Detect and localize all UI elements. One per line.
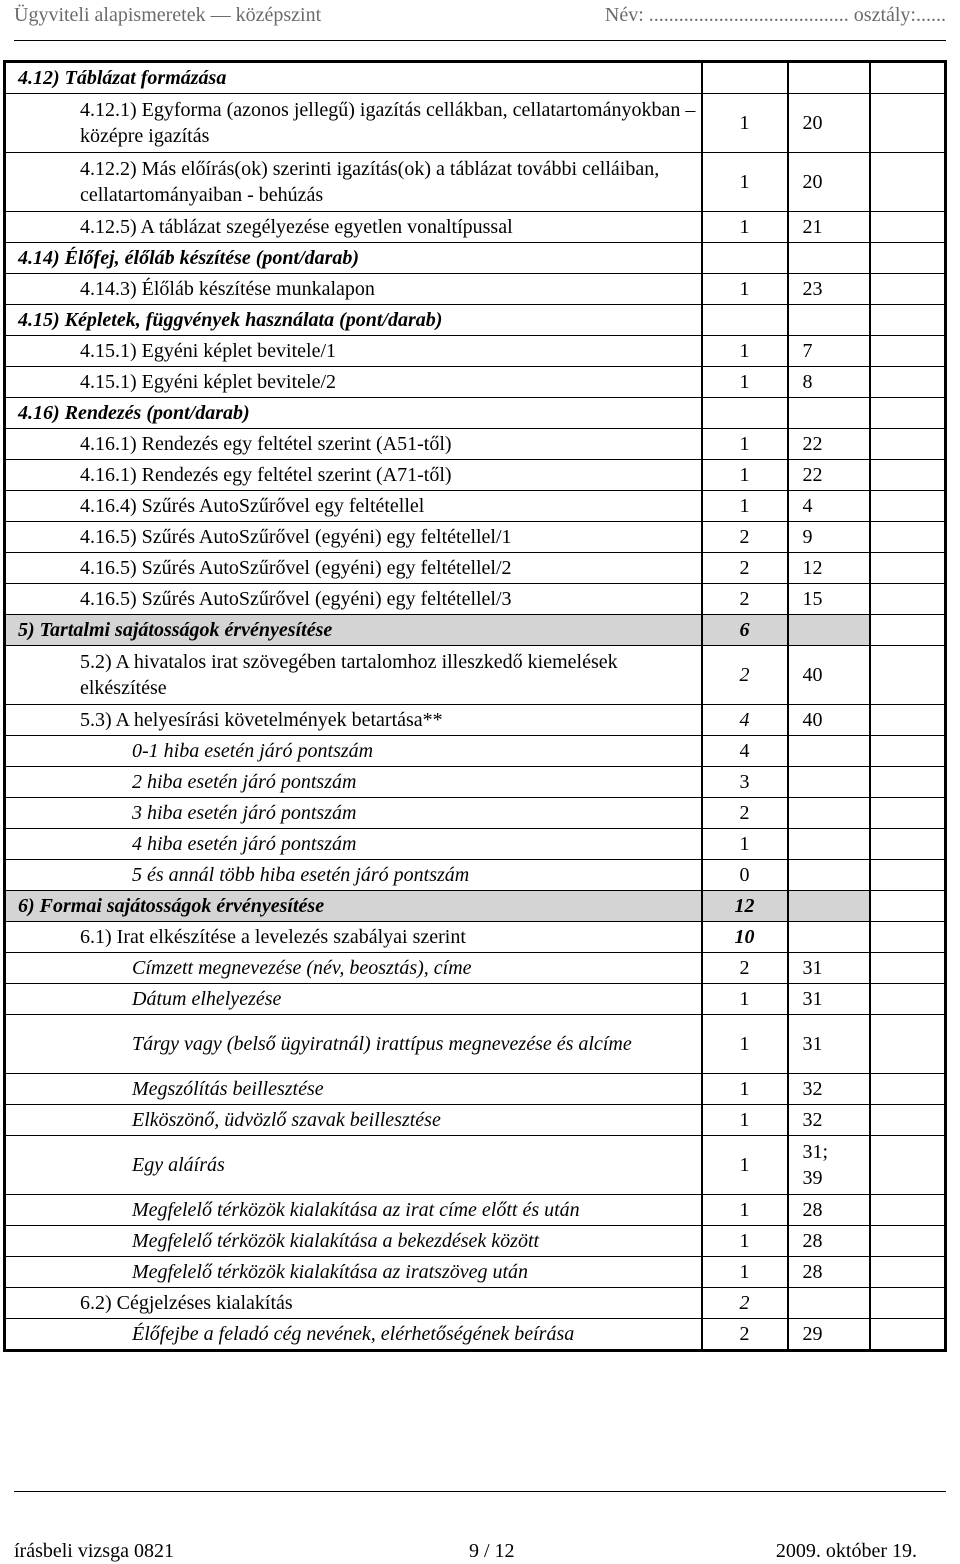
row-reference-value: 29 — [802, 1323, 823, 1345]
points-cell — [702, 1195, 788, 1226]
row-reference-cell — [788, 984, 870, 1015]
points-value: 1 — [739, 433, 750, 455]
points-cell — [702, 460, 788, 491]
task-description-cell — [5, 243, 702, 274]
task-description-cell — [5, 274, 702, 305]
row-reference-value: 28 — [802, 1261, 823, 1283]
table-row — [5, 243, 946, 274]
row-reference-cell — [788, 94, 870, 153]
task-description-cell — [5, 1319, 702, 1351]
row-reference-value: 32 — [802, 1109, 823, 1131]
row-reference-cell — [788, 891, 870, 922]
table-row — [5, 336, 946, 367]
achieved-points-cell[interactable] — [870, 429, 946, 460]
achieved-points-cell[interactable] — [870, 1226, 946, 1257]
row-reference-cell — [788, 1319, 870, 1351]
task-description-cell — [5, 1015, 702, 1074]
points-cell — [702, 984, 788, 1015]
achieved-points-cell[interactable] — [870, 798, 946, 829]
points-value: 1 — [739, 171, 750, 193]
table-row — [5, 1226, 946, 1257]
points-value: 1 — [739, 1230, 750, 1252]
task-description: 4.16.1) Rendezés egy feltétel szerint (A51-től) — [80, 433, 452, 455]
points-value: 2 — [739, 526, 750, 548]
task-description: Dátum elhelyezése — [132, 988, 282, 1010]
row-reference-value: 21 — [802, 216, 823, 238]
points-value: 2 — [739, 802, 750, 824]
task-description-cell — [5, 212, 702, 243]
row-reference-cell — [788, 1105, 870, 1136]
achieved-points-cell[interactable] — [870, 829, 946, 860]
points-cell — [702, 1105, 788, 1136]
row-reference-cell — [788, 62, 870, 94]
task-description-cell — [5, 922, 702, 953]
task-description: 4.14.3) Élőláb készítése munkalapon — [80, 278, 375, 300]
task-description: Tárgy vagy (belső ügyiratnál) irattípus megnevezése és alcíme — [132, 1033, 632, 1055]
table-row — [5, 1136, 946, 1195]
task-description: 4.16.1) Rendezés egy feltétel szerint (A71-től) — [80, 464, 452, 486]
achieved-points-cell[interactable] — [870, 305, 946, 336]
task-description-cell — [5, 705, 702, 736]
task-description: 5.3) A helyesírási követelmények betartása** — [80, 709, 443, 731]
achieved-points-cell[interactable] — [870, 243, 946, 274]
task-description-cell — [5, 767, 702, 798]
footer-page-number: 9 / 12 — [469, 1540, 515, 1562]
row-reference-cell — [788, 829, 870, 860]
table-row — [5, 1015, 946, 1074]
row-reference-cell — [788, 491, 870, 522]
points-value: 1 — [739, 278, 750, 300]
task-description: 6.2) Cégjelzéses kialakítás — [80, 1292, 293, 1314]
points-value: 2 — [739, 1292, 750, 1314]
achieved-points-cell[interactable] — [870, 153, 946, 212]
points-value: 2 — [739, 957, 750, 979]
points-value: 1 — [739, 833, 750, 855]
row-reference-cell — [788, 460, 870, 491]
row-reference-value: 4 — [802, 495, 813, 517]
row-reference-cell — [788, 153, 870, 212]
task-description: 5.2) A hivatalos irat szövegében tartalomhoz illeszkedő kiemelések elkészítése — [80, 651, 618, 699]
row-reference-cell — [788, 1288, 870, 1319]
row-reference-cell — [788, 860, 870, 891]
task-description-cell — [5, 553, 702, 584]
points-cell — [702, 1015, 788, 1074]
table-row — [5, 62, 946, 94]
row-reference-cell — [788, 336, 870, 367]
row-reference-value: 7 — [802, 340, 813, 362]
task-description-cell — [5, 1136, 702, 1195]
points-value: 1 — [739, 495, 750, 517]
achieved-points-cell[interactable] — [870, 584, 946, 615]
points-cell — [702, 1074, 788, 1105]
points-cell — [702, 212, 788, 243]
task-description: Megfelelő térközök kialakítása az irat címe előtt és után — [132, 1199, 580, 1221]
task-description: Címzett megnevezése (név, beosztás), címe — [132, 957, 472, 979]
points-cell — [702, 153, 788, 212]
row-reference-cell — [788, 367, 870, 398]
task-description-cell — [5, 94, 702, 153]
row-reference-cell — [788, 922, 870, 953]
points-cell — [702, 922, 788, 953]
points-value: 10 — [734, 926, 755, 948]
footer-date: 2009. október 19. — [775, 1540, 917, 1562]
row-reference-cell — [788, 243, 870, 274]
row-reference-cell — [788, 736, 870, 767]
points-cell — [702, 705, 788, 736]
points-value: 1 — [739, 1078, 750, 1100]
task-description: 4.15.1) Egyéni képlet bevitele/2 — [80, 371, 337, 393]
points-value: 2 — [739, 664, 750, 686]
points-cell — [702, 491, 788, 522]
points-cell — [702, 1136, 788, 1195]
table-row — [5, 367, 946, 398]
row-reference-value: 20 — [802, 112, 823, 134]
points-cell — [702, 1288, 788, 1319]
task-description-cell — [5, 860, 702, 891]
table-row — [5, 736, 946, 767]
row-reference-value: 40 — [802, 664, 823, 686]
table-row — [5, 1105, 946, 1136]
achieved-points-cell[interactable] — [870, 212, 946, 243]
row-reference-cell — [788, 584, 870, 615]
table-row — [5, 429, 946, 460]
points-value: 12 — [734, 895, 755, 917]
task-description: 4.12.1) Egyforma (azonos jellegű) igazítás cellákban, cellatartományokban – középre igazítás — [80, 99, 696, 147]
task-description: 4.15) Képletek, függvények használata (pont/darab) — [18, 309, 443, 331]
points-value: 1 — [739, 1109, 750, 1131]
header-subject: Ügyviteli alapismeretek — középszint — [14, 4, 322, 26]
achieved-points-cell[interactable] — [870, 767, 946, 798]
points-cell — [702, 736, 788, 767]
task-description-cell — [5, 522, 702, 553]
task-description-cell — [5, 736, 702, 767]
points-cell — [702, 584, 788, 615]
points-cell — [702, 553, 788, 584]
row-reference-cell — [788, 1195, 870, 1226]
table-row — [5, 94, 946, 153]
points-value: 1 — [739, 371, 750, 393]
points-cell — [702, 860, 788, 891]
row-reference-cell — [788, 429, 870, 460]
task-description-cell — [5, 429, 702, 460]
task-description: 4.16.5) Szűrés AutoSzűrővel (egyéni) egy feltétellel/1 — [80, 526, 512, 548]
task-description-cell — [5, 336, 702, 367]
row-reference-value: 28 — [802, 1230, 823, 1252]
task-description: 4.15.1) Egyéni képlet bevitele/1 — [80, 340, 337, 362]
points-value: 1 — [739, 1033, 750, 1055]
task-description-cell — [5, 1288, 702, 1319]
task-description-cell — [5, 1105, 702, 1136]
table-row — [5, 891, 946, 922]
row-reference-cell — [788, 274, 870, 305]
row-reference-value: 31 — [802, 988, 823, 1010]
row-reference-cell — [788, 615, 870, 646]
achieved-points-cell[interactable] — [870, 367, 946, 398]
points-cell — [702, 1257, 788, 1288]
table-row — [5, 646, 946, 705]
points-cell — [702, 615, 788, 646]
row-reference-cell — [788, 553, 870, 584]
points-value: 1 — [739, 340, 750, 362]
task-description-cell — [5, 398, 702, 429]
points-value: 2 — [739, 557, 750, 579]
points-cell — [702, 646, 788, 705]
points-cell — [702, 953, 788, 984]
footer-exam-code: írásbeli vizsga 0821 — [14, 1540, 174, 1562]
row-reference-value: 23 — [802, 278, 823, 300]
task-description: 4.16.5) Szűrés AutoSzűrővel (egyéni) egy feltétellel/3 — [80, 588, 512, 610]
achieved-points-cell[interactable] — [870, 705, 946, 736]
points-value: 1 — [739, 464, 750, 486]
table-row — [5, 798, 946, 829]
task-description-cell — [5, 460, 702, 491]
achieved-points-cell[interactable] — [870, 736, 946, 767]
scoring-table — [3, 60, 947, 1352]
points-value: 6 — [739, 619, 750, 641]
task-description-cell — [5, 984, 702, 1015]
achieved-points-cell[interactable] — [870, 922, 946, 953]
task-description-cell — [5, 615, 702, 646]
table-row — [5, 305, 946, 336]
table-row — [5, 553, 946, 584]
row-reference-value: 12 — [802, 557, 823, 579]
page-header — [14, 4, 946, 38]
points-value: 1 — [739, 112, 750, 134]
row-reference-value: 40 — [802, 709, 823, 731]
task-description: 4.12) Táblázat formázása — [18, 67, 227, 89]
task-description-cell — [5, 584, 702, 615]
points-value: 1 — [739, 216, 750, 238]
table-row — [5, 767, 946, 798]
points-cell — [702, 891, 788, 922]
row-reference-cell — [788, 1015, 870, 1074]
achieved-points-cell[interactable] — [870, 553, 946, 584]
achieved-points-cell[interactable] — [870, 860, 946, 891]
task-description-cell — [5, 1257, 702, 1288]
table-row — [5, 212, 946, 243]
row-reference-cell — [788, 767, 870, 798]
task-description-cell — [5, 62, 702, 94]
task-description: 4.16.5) Szűrés AutoSzűrővel (egyéni) egy feltétellel/2 — [80, 557, 512, 579]
achieved-points-cell[interactable] — [870, 1288, 946, 1319]
table-row — [5, 1288, 946, 1319]
header-name-class-field: Név: ........................................ osztály:...... — [604, 4, 946, 26]
row-reference-cell — [788, 705, 870, 736]
table-row — [5, 829, 946, 860]
task-description: 5 és annál több hiba esetén járó pontszám — [132, 864, 470, 886]
row-reference-cell — [788, 305, 870, 336]
achieved-points-cell[interactable] — [870, 891, 946, 922]
table-row — [5, 460, 946, 491]
achieved-points-cell[interactable] — [870, 1195, 946, 1226]
task-description-cell — [5, 1195, 702, 1226]
row-reference-cell — [788, 1074, 870, 1105]
table-row — [5, 922, 946, 953]
task-description: Élőfejbe a feladó cég nevének, elérhetőségének beírása — [132, 1323, 575, 1345]
table-row — [5, 584, 946, 615]
points-cell — [702, 767, 788, 798]
task-description: 4.14) Élőfej, élőláb készítése (pont/darab) — [18, 247, 360, 269]
table-row — [5, 1195, 946, 1226]
points-cell — [702, 274, 788, 305]
task-description-cell — [5, 367, 702, 398]
task-description: 4.12.5) A táblázat szegélyezése egyetlen vonaltípussal — [80, 216, 513, 238]
row-reference-value: 9 — [802, 526, 813, 548]
points-value: 1 — [739, 1199, 750, 1221]
row-reference-value: 31 — [802, 957, 823, 979]
table-row — [5, 153, 946, 212]
row-reference-value: 8 — [802, 371, 813, 393]
task-description: 0-1 hiba esetén járó pontszám — [132, 740, 374, 762]
row-reference-value: 32 — [802, 1078, 823, 1100]
points-value: 1 — [739, 1261, 750, 1283]
row-reference-value: 22 — [802, 464, 823, 486]
row-reference-cell — [788, 522, 870, 553]
header-rule — [14, 40, 946, 41]
task-description-cell — [5, 829, 702, 860]
points-value: 1 — [739, 1154, 750, 1176]
achieved-points-cell[interactable] — [870, 1015, 946, 1074]
row-reference-cell — [788, 646, 870, 705]
task-description: 6) Formai sajátosságok érvényesítése — [18, 895, 325, 917]
points-value: 4 — [739, 709, 750, 731]
task-description-cell — [5, 1074, 702, 1105]
task-description-cell — [5, 305, 702, 336]
points-value: 3 — [739, 771, 750, 793]
row-reference-cell — [788, 212, 870, 243]
row-reference-value: 31 — [802, 1033, 823, 1055]
table-row — [5, 984, 946, 1015]
table-row — [5, 274, 946, 305]
row-reference-cell — [788, 798, 870, 829]
row-reference-value: 20 — [802, 171, 823, 193]
points-cell — [702, 367, 788, 398]
achieved-points-cell[interactable] — [870, 646, 946, 705]
task-description: 4 hiba esetén járó pontszám — [132, 833, 357, 855]
row-reference-cell — [788, 953, 870, 984]
task-description-cell — [5, 1226, 702, 1257]
achieved-points-cell[interactable] — [870, 274, 946, 305]
points-cell — [702, 1319, 788, 1351]
points-value: 2 — [739, 1323, 750, 1345]
task-description-cell — [5, 953, 702, 984]
achieved-points-cell[interactable] — [870, 984, 946, 1015]
points-cell — [702, 94, 788, 153]
row-reference-value: 22 — [802, 433, 823, 455]
row-reference-cell — [788, 1136, 870, 1195]
table-row — [5, 398, 946, 429]
achieved-points-cell[interactable] — [870, 1319, 946, 1351]
achieved-points-cell[interactable] — [870, 1136, 946, 1195]
row-reference-value: 15 — [802, 588, 823, 610]
table-row — [5, 953, 946, 984]
task-description-cell — [5, 891, 702, 922]
task-description: Egy aláírás — [132, 1154, 225, 1176]
table-row — [5, 491, 946, 522]
achieved-points-cell[interactable] — [870, 94, 946, 153]
points-cell — [702, 522, 788, 553]
achieved-points-cell[interactable] — [870, 336, 946, 367]
task-description-cell — [5, 491, 702, 522]
table-row — [5, 522, 946, 553]
task-description-cell — [5, 646, 702, 705]
achieved-points-cell[interactable] — [870, 491, 946, 522]
points-value: 1 — [739, 988, 750, 1010]
points-cell — [702, 62, 788, 94]
scoring-table-body — [5, 62, 946, 1351]
row-reference-value: 28 — [802, 1199, 823, 1221]
task-description-cell — [5, 798, 702, 829]
table-row — [5, 705, 946, 736]
task-description: Megszólítás beillesztése — [132, 1078, 324, 1100]
row-reference-cell — [788, 1226, 870, 1257]
achieved-points-cell[interactable] — [870, 62, 946, 94]
footer-rule — [14, 1491, 946, 1492]
points-value: 0 — [739, 864, 750, 886]
points-value: 2 — [739, 588, 750, 610]
task-description: 4.16) Rendezés (pont/darab) — [18, 402, 250, 424]
achieved-points-cell[interactable] — [870, 1105, 946, 1136]
points-cell — [702, 429, 788, 460]
achieved-points-cell[interactable] — [870, 398, 946, 429]
table-row — [5, 860, 946, 891]
table-row — [5, 1257, 946, 1288]
table-row — [5, 1074, 946, 1105]
points-cell — [702, 829, 788, 860]
table-row — [5, 1319, 946, 1351]
points-cell — [702, 336, 788, 367]
points-cell — [702, 243, 788, 274]
achieved-points-cell[interactable] — [870, 1074, 946, 1105]
points-cell — [702, 398, 788, 429]
task-description: 4.12.2) Más előírás(ok) szerinti igazítás(ok) a táblázat további celláiban, cellatartományaiban - behúzás — [80, 158, 660, 206]
task-description: 5) Tartalmi sajátosságok érvényesítése — [18, 619, 333, 641]
task-description: 3 hiba esetén járó pontszám — [132, 802, 357, 824]
task-description-cell — [5, 153, 702, 212]
table-row — [5, 615, 946, 646]
row-reference-cell — [788, 398, 870, 429]
points-cell — [702, 305, 788, 336]
achieved-points-cell[interactable] — [870, 615, 946, 646]
achieved-points-cell[interactable] — [870, 522, 946, 553]
page-footer — [14, 1540, 946, 1564]
row-reference-cell — [788, 1257, 870, 1288]
achieved-points-cell[interactable] — [870, 1257, 946, 1288]
task-description: 4.16.4) Szűrés AutoSzűrővel egy feltétellel — [80, 495, 425, 517]
points-cell — [702, 798, 788, 829]
points-value: 4 — [739, 740, 750, 762]
task-description: 6.1) Irat elkészítése a levelezés szabályai szerint — [80, 926, 466, 948]
achieved-points-cell[interactable] — [870, 460, 946, 491]
task-description: 2 hiba esetén járó pontszám — [132, 771, 357, 793]
task-description: Megfelelő térközök kialakítása a bekezdések között — [132, 1230, 540, 1252]
row-reference-value: 31; 39 — [802, 1141, 829, 1189]
points-cell — [702, 1226, 788, 1257]
task-description: Megfelelő térközök kialakítása az iratszöveg után — [132, 1261, 529, 1283]
task-description: Elköszönő, üdvözlő szavak beillesztése — [132, 1109, 441, 1131]
achieved-points-cell[interactable] — [870, 953, 946, 984]
